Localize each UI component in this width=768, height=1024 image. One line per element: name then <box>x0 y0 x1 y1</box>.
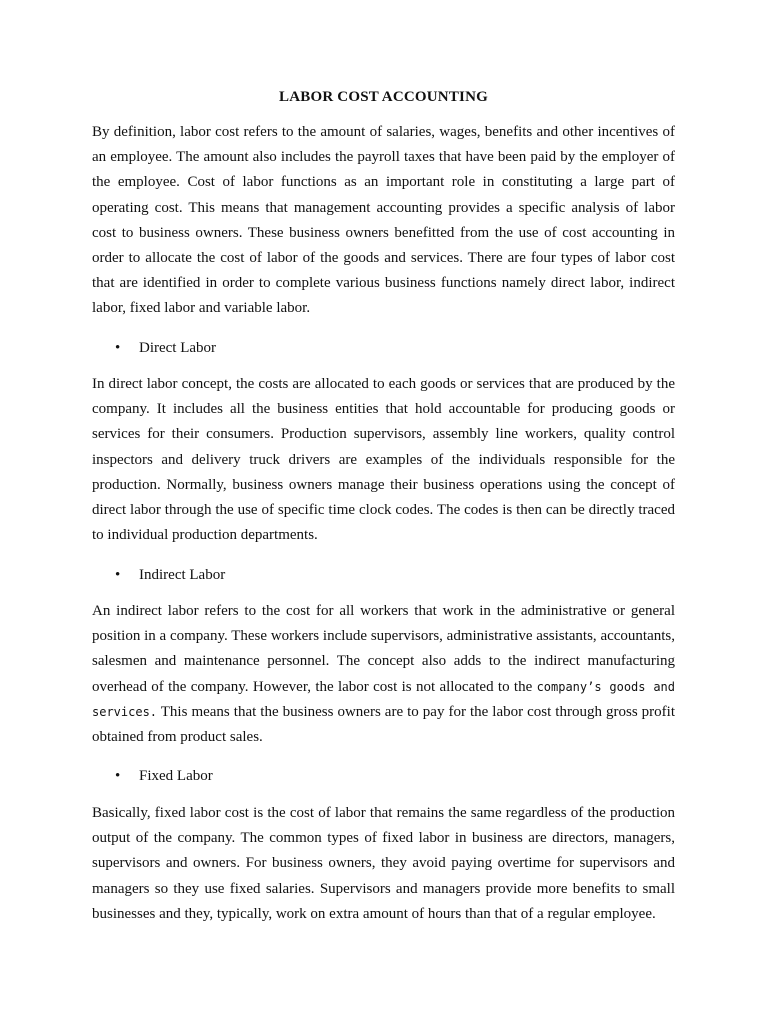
indirect-body-part1: An indirect labor refers to the cost for all workers that work in the administrative or general position in a company. These workers include supervisors, administrative assistants, accountants, salesmen and maintenance personnel. The concept also adds to the indirect manufacturing overhead of the company. However, the labor cost is not allocated to the <box>92 603 675 695</box>
indirect-body-part2: This means that the business owners are to pay for the labor cost through gross profit obtained from product sales. <box>92 703 675 746</box>
bullet-icon: • <box>115 768 121 784</box>
bullet-icon: • <box>115 567 121 583</box>
section-heading-direct-labor <box>115 339 216 357</box>
bullet-icon: • <box>115 340 121 356</box>
intro-paragraph: By definition, labor cost refers to the amount of salaries, wages, benefits and other incentives of an employee. The amount also includes the payroll taxes that have been paid by the employer of the employee. Cost of labor functions as an important role in constituting a large part of operating cost. This means that management accounting provides a specific analysis of labor cost to business owners. These business owners benefitted from the use of cost accounting in order to allocate the cost of labor of the goods and services. There are four types of labor cost that are identified in order to complete various business functions namely direct labor, indirect labor, fixed labor and variable labor. <box>92 124 675 317</box>
document-title: LABOR COST ACCOUNTING <box>279 89 488 105</box>
heading-text: Indirect Labor <box>139 567 226 583</box>
indirect-labor-paragraph <box>92 599 675 750</box>
heading-text: Direct Labor <box>139 340 217 356</box>
direct-labor-paragraph: In direct labor concept, the costs are allocated to each goods or services that are produced by the company. It includes all the business entities that hold accountable for producing goods or services for their consumers. Production supervisors, assembly line workers, quality control inspectors and delivery truck drivers are examples of the individuals responsible for the production. Normally, business owners manage their business operations using the concept of direct labor through the use of specific time clock codes. The codes is then can be directly traced to individual production departments. <box>92 376 675 544</box>
section-heading-indirect-labor <box>115 566 225 584</box>
section-heading-fixed-labor <box>115 767 213 785</box>
indirect-body-mono: company’s goods and services. <box>92 679 675 719</box>
fixed-labor-paragraph: Basically, fixed labor cost is the cost of labor that remains the same regardless of the production output of the company. The common types of fixed labor in business are directors, managers, supervisors and owners. For business owners, they avoid paying overtime for supervisors and managers so they use fixed salaries. Supervisors and managers provide more benefits to small businesses and they, typically, work on extra amount of hours than that of a regular employee. <box>92 805 675 922</box>
heading-text: Fixed Labor <box>139 768 213 784</box>
